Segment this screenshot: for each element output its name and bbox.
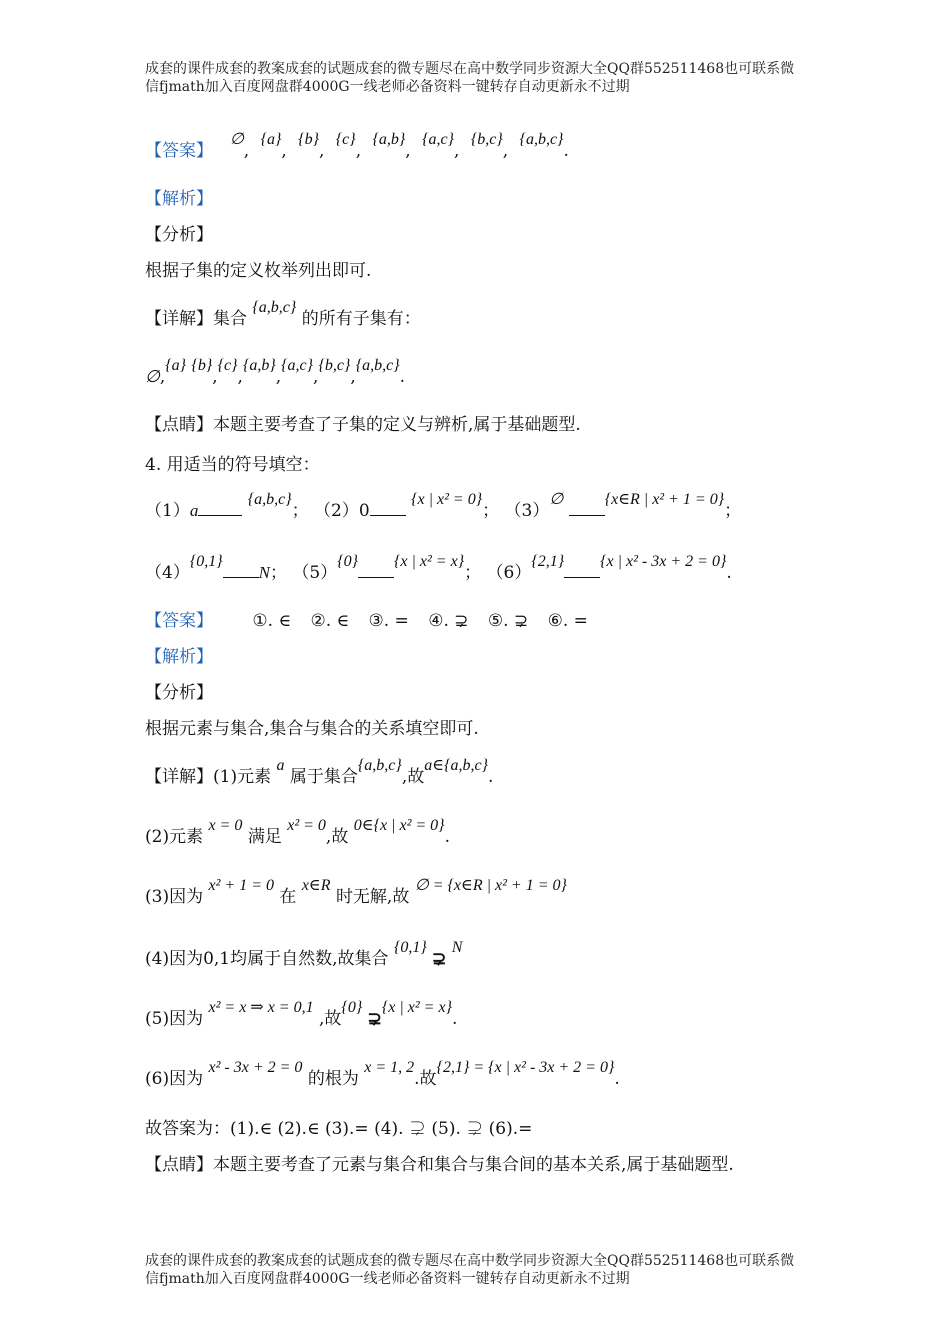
d5-g: . bbox=[451, 1009, 458, 1029]
jiexi-tag: 【解析】 bbox=[145, 189, 213, 209]
q4-item-2-num: （2） bbox=[314, 501, 359, 521]
d1-c: 属于集合 bbox=[289, 767, 358, 787]
d1-g: . bbox=[487, 767, 494, 787]
q4-item-5-num: （5） bbox=[292, 563, 338, 583]
q4-item-6-set: {x | x² - 3x + 2 = 0} bbox=[600, 553, 727, 570]
subset-6: {b,c} bbox=[470, 131, 503, 148]
list-subset-2: {b} bbox=[191, 357, 213, 374]
d3-d: x∈R bbox=[301, 877, 331, 894]
d5-f: {x | x² = x} bbox=[381, 999, 452, 1016]
q4-item-4-num: （4） bbox=[145, 563, 190, 583]
d2-e: ,故 bbox=[325, 827, 349, 847]
d3-e: 时无解,故 bbox=[335, 887, 410, 907]
d2-b: x = 0 bbox=[208, 817, 243, 834]
blank-2[interactable] bbox=[370, 501, 406, 516]
page-footer: 成套的课件成套的教案成套的试题成套的微专题尽在高中数学同步资源大全QQ群552511468也可联系微信fjmath加入百度网盘群4000G一线老师必备资料一键转存自动更新永不过期 bbox=[145, 1253, 795, 1287]
q4-final-answer: 故答案为：(1).∈ (2).∈ (3).= (4). ⊋ (5). ⊋ (6).= bbox=[145, 1119, 533, 1139]
d3-f: ∅ = {x∈R | x² + 1 = 0} bbox=[414, 877, 567, 894]
list-subset-0: ∅ bbox=[145, 367, 160, 386]
q4-item-5-set: {x | x² = x} bbox=[394, 553, 465, 570]
q4-dianjing-tag: 【点睛】 bbox=[145, 1155, 213, 1175]
q3-comment bbox=[145, 412, 581, 438]
list-subset-3: {c} bbox=[217, 357, 238, 374]
d4-b: {0,1} bbox=[393, 939, 427, 956]
d2-d: x² = 0 bbox=[287, 817, 326, 834]
q4-item-3-set: {x∈R | x² + 1 = 0} bbox=[604, 491, 725, 508]
q4-comment-text: 本题主要考查了元素与集合和集合与集合间的基本关系,属于基础题型. bbox=[213, 1155, 734, 1175]
d2-a: (2)元素 bbox=[145, 827, 204, 847]
fenxi-tag: 【分析】 bbox=[145, 225, 213, 245]
q4-item-1-left: a bbox=[189, 501, 199, 520]
q4-item-4-left: {0,1} bbox=[189, 553, 223, 570]
d6-f: {2,1} = {x | x² - 3x + 2 = 0} bbox=[436, 1059, 615, 1076]
answer-tag: 【答案】 bbox=[145, 141, 213, 161]
q4-xiangjie-tag: 【详解】 bbox=[145, 767, 213, 787]
q3-detail-prefix: 集合 bbox=[213, 309, 247, 329]
q4-answer-5: ⑤. ⊋ bbox=[487, 611, 529, 631]
d1-f: a∈{a,b,c} bbox=[424, 757, 488, 774]
q4-item-1-num: （1） bbox=[145, 501, 190, 521]
q4-fenxi-tag: 【分析】 bbox=[145, 683, 213, 703]
subset-3: {c} bbox=[335, 131, 356, 148]
q4-row-2: （4）{0,1}N； （5）{0} {x | x² = x}； （6）{2,1} {x | x² - 3x + 2 = 0}. bbox=[145, 553, 732, 583]
dianjing-tag: 【点睛】 bbox=[145, 415, 213, 435]
d1-a: (1)元素 bbox=[213, 767, 272, 787]
q4-answer-3: ③. = bbox=[368, 611, 409, 631]
q4-detail-2 bbox=[145, 817, 450, 851]
d6-e: .故 bbox=[414, 1069, 437, 1089]
q4-item-5-left: {0} bbox=[337, 553, 358, 570]
d5-d: {0} bbox=[341, 999, 363, 1016]
q3-subset-list: ∅,{a} {b},{c},{a,b},{a,c},{b,c},{a,b,c}. bbox=[145, 357, 406, 387]
list-subset-4: {a,b} bbox=[242, 357, 276, 374]
d3-b: x² + 1 = 0 bbox=[208, 877, 274, 894]
subset-2: {b} bbox=[298, 131, 319, 148]
q4-answer-4: ④. ⊋ bbox=[428, 611, 469, 631]
q4-detail-3 bbox=[145, 877, 567, 911]
subset-5: {a,c} bbox=[422, 131, 455, 148]
q3-comment-text: 本题主要考查了子集的定义与辨析,属于基础题型. bbox=[213, 415, 581, 435]
list-subset-6: {b,c} bbox=[318, 357, 351, 374]
d4-a: (4)因为0,1均属于自然数,故集合 bbox=[145, 949, 389, 969]
blank-1[interactable] bbox=[198, 501, 242, 516]
q4-comment bbox=[145, 1152, 734, 1178]
q4-jiexi-tag: 【解析】 bbox=[145, 647, 213, 667]
d3-a: (3)因为 bbox=[145, 887, 204, 907]
d1-b: a bbox=[276, 757, 285, 774]
d6-g: . bbox=[614, 1069, 620, 1089]
d2-g: . bbox=[444, 827, 450, 847]
q4-row-1: （1）a {a,b,c}； （2）0 {x | x² = 0}； （3）∅ {x∈R | x² + 1 = 0}； bbox=[145, 491, 742, 521]
d1-d: {a,b,c} bbox=[357, 757, 402, 774]
d2-c: 满足 bbox=[247, 827, 282, 847]
d4-c: ⊋ bbox=[432, 949, 447, 969]
q4-answer-1: ①. ∈ bbox=[252, 611, 292, 631]
q4-item-3-num: （3） bbox=[504, 501, 550, 521]
subset-7: {a,b,c} bbox=[519, 131, 564, 148]
q4-analysis: 根据元素与集合,集合与集合的关系填空即可. bbox=[145, 719, 479, 739]
d6-c: 的根为 bbox=[307, 1069, 359, 1089]
d5-e: ⊋ bbox=[367, 1009, 382, 1029]
subset-1: {a} bbox=[260, 131, 282, 148]
q4-detail-4 bbox=[145, 939, 463, 973]
q3-detail-suffix: 的所有子集有： bbox=[301, 309, 421, 329]
subset-0: ∅ bbox=[229, 131, 244, 148]
list-subset-7: {a,b,c} bbox=[355, 357, 400, 374]
q3-analysis: 根据子集的定义枚举列出即可. bbox=[145, 261, 372, 281]
page-header: 成套的课件成套的教案成套的试题成套的微专题尽在高中数学同步资源大全QQ群552511468也可联系微信fjmath加入百度网盘群4000G一线老师必备资料一键转存自动更新永不过期 bbox=[145, 61, 795, 95]
q4-item-3-left: ∅ bbox=[549, 491, 564, 508]
d1-e: ,故 bbox=[401, 767, 425, 787]
q3-detail bbox=[145, 299, 421, 333]
d6-d: x = 1, 2 bbox=[364, 1059, 415, 1076]
q4-detail-5 bbox=[145, 999, 458, 1033]
d2-f: 0∈{x | x² = 0} bbox=[353, 817, 445, 834]
q3-answer-line: 【答案】 ∅, {a}, {b}, {c}, {a,b}, {a,c}, {b,c}, {a,b,c}. bbox=[145, 131, 569, 161]
blank-4[interactable] bbox=[223, 563, 259, 578]
d5-b: x² = x ⇒ x = 0,1 bbox=[208, 999, 314, 1016]
q4-detail-1 bbox=[145, 757, 494, 791]
q4-item-2-left: 0 bbox=[358, 501, 370, 521]
d5-c: ,故 bbox=[319, 1009, 342, 1029]
q3-detail-set: {a,b,c} bbox=[252, 299, 297, 316]
q4-answer-6: ⑥. = bbox=[547, 611, 588, 631]
d6-b: x² - 3x + 2 = 0 bbox=[208, 1059, 303, 1076]
q4-item-6-num: （6） bbox=[486, 563, 532, 583]
q4-answer-2: ②. ∈ bbox=[310, 611, 350, 631]
q4-title: 4. 用适当的符号填空： bbox=[145, 455, 320, 475]
list-subset-5: {a,c} bbox=[281, 357, 314, 374]
q4-item-4-right: N bbox=[258, 563, 270, 582]
q4-item-1-set: {a,b,c} bbox=[247, 491, 292, 508]
q4-answer-line bbox=[145, 608, 588, 634]
q4-answer-tag: 【答案】 bbox=[145, 611, 213, 631]
d5-a: (5)因为 bbox=[145, 1009, 204, 1029]
d4-d: N bbox=[451, 939, 463, 956]
list-subset-1: {a} bbox=[165, 357, 187, 374]
d3-c: 在 bbox=[279, 887, 297, 907]
blank-3[interactable] bbox=[569, 501, 605, 516]
d6-a: (6)因为 bbox=[145, 1069, 204, 1089]
blank-6[interactable] bbox=[564, 563, 600, 578]
q4-item-6-left: {2,1} bbox=[531, 553, 565, 570]
blank-5[interactable] bbox=[358, 563, 394, 578]
q4-detail-6 bbox=[145, 1059, 620, 1093]
xiangjie-tag: 【详解】 bbox=[145, 309, 213, 329]
subset-4: {a,b} bbox=[372, 131, 406, 148]
q4-item-2-set: {x | x² = 0} bbox=[411, 491, 483, 508]
